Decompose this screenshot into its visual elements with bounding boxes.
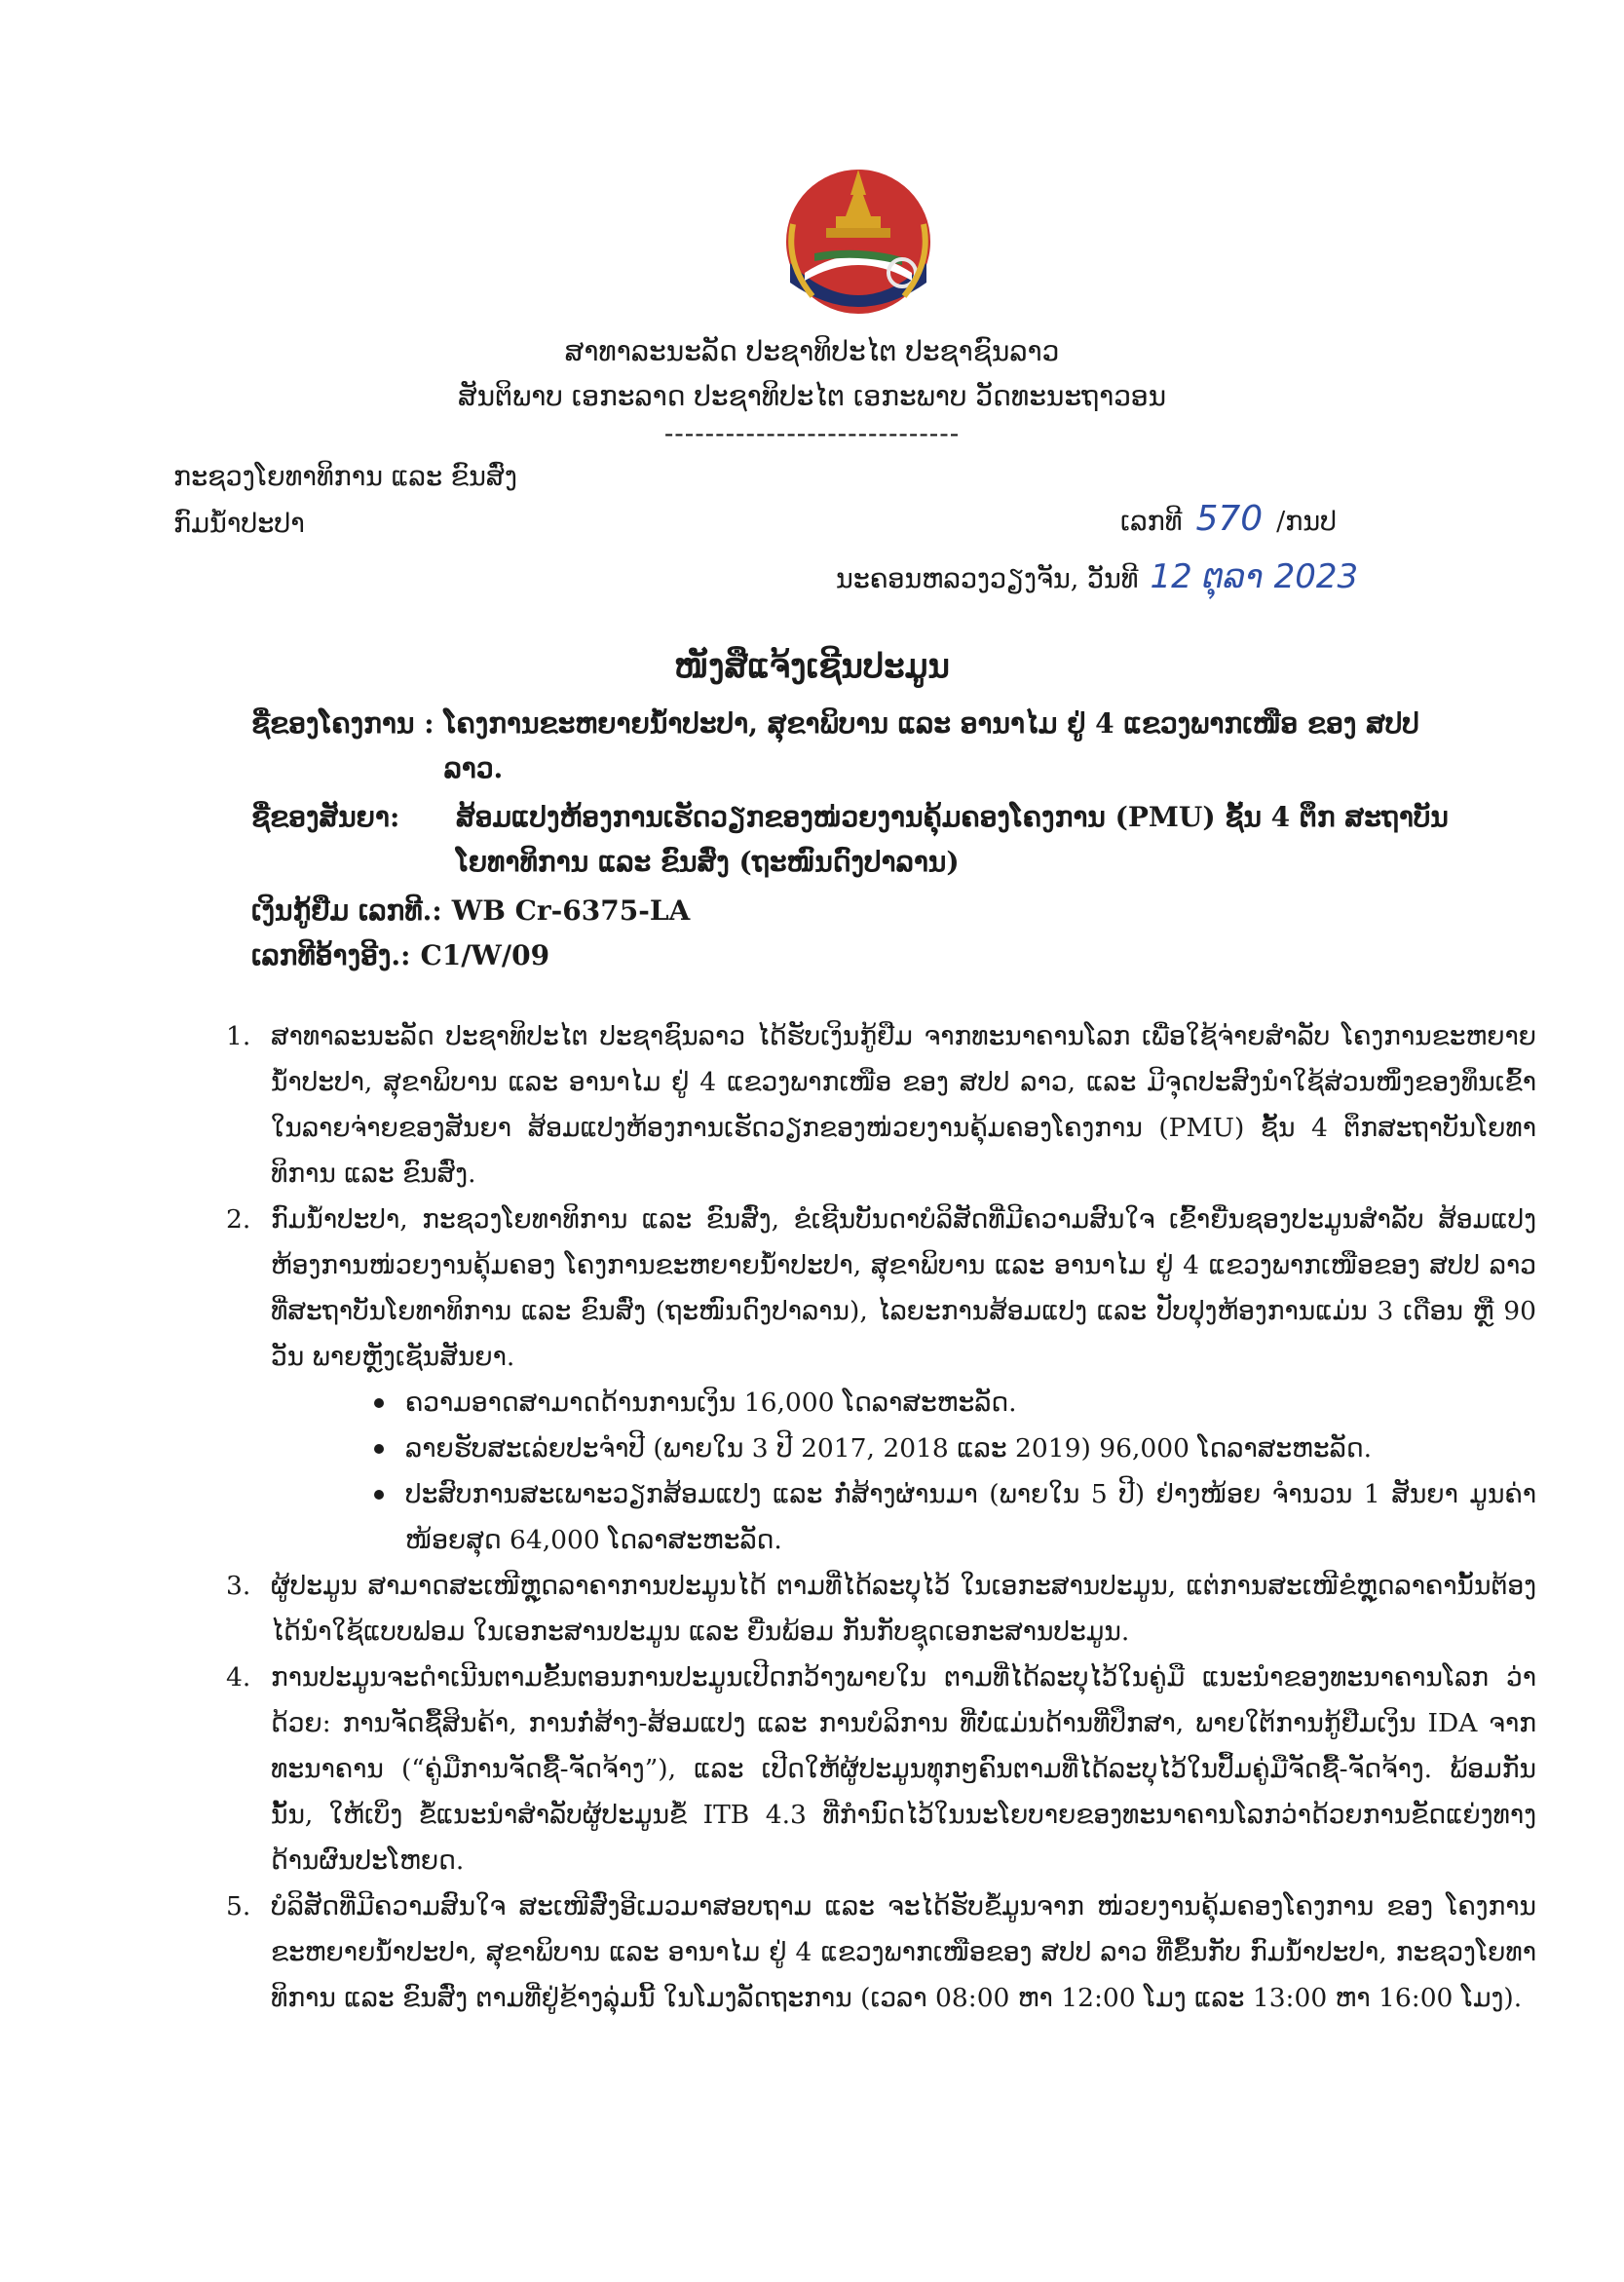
- bullet-icon: [374, 1490, 384, 1500]
- date-value: 12 ຕຸລາ 2023: [1150, 557, 1359, 596]
- list-item: [226, 1563, 1536, 1654]
- item-number: 2.: [226, 1204, 251, 1235]
- project-row: [251, 702, 1479, 791]
- item-text: ກົມນໍ້າປະປາ, ກະຊວງໂຍທາທິການ ແລະ ຂົນສົ່ງ, ຂໍເຊີນບັນດາບໍລິສັດທີ່ມີຄວາມສົນໃຈ ເຂົ້າຍື່ນຊອງປະມູນສໍາລັບ ສ້ອມແປງຫ້ອງການໜ່ວຍງານຄຸ້ມຄອງ ໂຄງການຂະຫຍາຍນໍ້າປະປາ, ສຸຂາພິບານ ແລະ ອານາໄມ ຢູ່ 4 ແຂວງພາກເໜືອຂອງ ສປປ ລາວ ທີ່ສະຖາບັນໂຍທາທິການ ແລະ ຂົນສົ່ງ (ຖະໜົນດົງປາລານ), ໄລຍະການສ້ອມແປງ ແລະ ປັບປຸງຫ້ອງການແມ່ນ 3 ເດືອນ ຫຼື 90 ວັນ ພາຍຫຼັງເຊັນສັນຍາ.: [271, 1204, 1536, 1372]
- bullet-text: ລາຍຮັບສະເລ່ຍປະຈໍາປີ (ພາຍໃນ 3 ປີ 2017, 2018 ແລະ 2019) 96,000 ໂດລາສະຫະລັດ.: [405, 1433, 1373, 1464]
- item-text: ບໍລິສັດທີ່ມີຄວາມສົນໃຈ ສະເໜີສົ່ງອີເມວມາສອບຖາມ ແລະ ຈະໄດ້ຮັບຂໍ້ມູນຈາກ ໜ່ວຍງານຄຸ້ມຄອງໂຄງການ ຂອງ ໂຄງການຂະຫຍາຍນໍ້າປະປາ, ສຸຂາພິບານ ແລະ ອານາໄມ ຢູ່ 4 ແຂວງພາກເໜືອຂອງ ສປປ ລາວ ທີ່ຂຶ້ນກັບ ກົມນໍ້າປະປາ, ກະຊວງໂຍທາທິການ ແລະ ຂົນສົ່ງ ຕາມທີ່ຢູ່ຂ້າງລຸ່ມນີ້ ໃນໂມງລັດຖະການ (ເວລາ 08:00 ຫາ 12:00 ໂມງ ແລະ 13:00 ຫາ 16:00 ໂມງ).: [271, 1891, 1536, 2013]
- project-label: ຊື່ຂອງໂຄງການ :: [251, 707, 434, 740]
- place-and-date: [836, 557, 1358, 596]
- bullet-text: ປະສົບການສະເພາະວຽກສ້ອມແປງ ແລະ ກໍ່ສ້າງຜ່ານມາ (ພາຍໃນ 5 ປີ) ຢ່າງໜ້ອຍ ຈໍານວນ 1 ສັນຍາ ມູນຄ່າໜ້ອຍສຸດ 64,000 ໂດລາສະຫະລັດ.: [405, 1479, 1536, 1555]
- loan-row: [251, 889, 1479, 933]
- item-text: ຜູ້ປະມູນ ສາມາດສະເໜີຫຼຸດລາຄາການປະມູນໄດ້ ຕາມທີ່ໄດ້ລະບຸໄວ້ ໃນເອກະສານປະມູນ, ແຕ່ການສະເໜີຂໍຫຼຸດລາຄານັ້ນຕ້ອງໄດ້ນໍາໃຊ້ແບບຟອມ ໃນເອກະສານປະມູນ ແລະ ຍື່ນພ້ອມ ກັນກັບຊຸດເອກະສານປະມູນ.: [271, 1571, 1536, 1647]
- contract-row: [251, 795, 1479, 885]
- item-number: 3.: [226, 1571, 251, 1601]
- loan-label: ເງິນກູ້ຢືມ ເລກທີ.:: [251, 894, 442, 927]
- item-text: ການປະມູນຈະດໍາເນີນຕາມຂັ້ນຕອນການປະມູນເປີດກວ້າງພາຍໃນ ຕາມທີ່ໄດ້ລະບຸໄວ້ໃນຄູ່ມື ແນະນໍາຂອງທະນາຄານໂລກ ວ່າດ້ວຍ: ການຈັດຊື້ສິນຄ້າ, ການກໍ່ສ້າງ-ສ້ອມແປງ ແລະ ການບໍລິການ ທີ່ບໍ່ແມ່ນດ້ານທີ່ປຶກສາ, ພາຍໃຕ້ການກູ້ຢືມເງິນ IDA ຈາກທະນາຄານ (“ຄູ່ມືການຈັດຊື້-ຈັດຈ້າງ”), ແລະ ເປີດໃຫ້ຜູ້ປະມູນທຸກໆຄົນຕາມທີ່ໄດ້ລະບຸໄວ້ໃນປຶ້ມຄູ່ມືຈັດຊື້-ຈັດຈ້າງ. ພ້ອມກັນນັ້ນ, ໃຫ້ເບິ່ງ ຂໍ້ແນະນໍາສໍາລັບຜູ້ປະມູນຂໍ້ ITB 4.3 ທີ່ກໍານົດໄວ້ໃນນະໂຍບາຍຂອງທະນາຄານໂລກວ່າດ້ວຍການຂັດແຍ່ງທາງດ້ານຜົນປະໂຫຍດ.: [271, 1662, 1536, 1876]
- state-line-1: ສາທາລະນະລັດ ປະຊາທິປະໄຕ ປະຊາຊົນລາວ: [564, 335, 1060, 367]
- lao-national-emblem-icon: [766, 156, 951, 322]
- list-item: [226, 1654, 1536, 1883]
- reference-label: ເລກທີອ້າງອີງ.:: [251, 939, 411, 971]
- qualification-bullets: [271, 1380, 1536, 1563]
- item-number: 1.: [226, 1021, 251, 1051]
- reference-number-label: ເລກທີ: [1120, 507, 1183, 537]
- bullet-item: [374, 1426, 1536, 1471]
- reference-number-suffix: /ກນປ: [1276, 507, 1338, 537]
- contract-value: ສ້ອມແປງຫ້ອງການເຮັດວຽກຂອງໜ່ວຍງານຄຸ້ມຄອງໂຄງການ (PMU) ຊັ້ນ 4 ຕຶກ ສະຖາບັນ ໂຍທາທິການ ແລະ ຂົນສົ່ງ (ຖະໜົນດົງປາລານ): [456, 801, 1449, 878]
- bullet-text: ຄວາມອາດສາມາດດ້ານການເງິນ 16,000 ໂດລາສະຫະລັດ.: [405, 1388, 1017, 1418]
- bullet-icon: [374, 1398, 384, 1408]
- list-item: [226, 1197, 1536, 1563]
- reference-number-value: 570: [1195, 499, 1264, 539]
- loan-value: WB Cr-6375-LA: [451, 894, 691, 927]
- notice-paragraphs: [226, 1013, 1536, 2021]
- state-line-2: ສັນຕິພາບ ເອກະລາດ ປະຊາທິປະໄຕ ເອກະພາບ ວັດທະນະຖາວອນ: [457, 380, 1167, 412]
- bullet-icon: [374, 1444, 384, 1454]
- item-text: ສາທາລະນະລັດ ປະຊາທິປະໄຕ ປະຊາຊົນລາວ ໄດ້ຮັບເງິນກູ້ຢືມ ຈາກທະນາຄານໂລກ ເພື່ອໃຊ້ຈ່າຍສໍາລັບ ໂຄງການຂະຫຍາຍນໍ້າປະປາ, ສຸຂາພິບານ ແລະ ອານາໄມ ຢູ່ 4 ແຂວງພາກເໜືອ ຂອງ ສປປ ລາວ, ແລະ ມີຈຸດປະສົງນໍາໃຊ້ສ່ວນໜຶ່ງຂອງທຶນເຂົ້າໃນລາຍຈ່າຍຂອງສັນຍາ ສ້ອມແປງຫ້ອງການເຮັດວຽກຂອງໜ່ວຍງານຄຸ້ມຄອງໂຄງການ (PMU) ຊັ້ນ 4 ຕຶກສະຖາບັນໂຍທາທິການ ແລະ ຂົນສົ່ງ.: [271, 1021, 1536, 1189]
- reference-number: [1120, 499, 1337, 539]
- tender-metadata: [251, 702, 1479, 978]
- department-name: ກົມນໍ້າປະປາ: [173, 509, 305, 539]
- ministry-name: ກະຊວງໂຍທາທິການ ແລະ ຂົນສົ່ງ: [173, 462, 517, 492]
- heading-divider: -----------------------------: [663, 417, 961, 449]
- list-item: [226, 1883, 1536, 2021]
- item-number: 4.: [226, 1662, 251, 1692]
- place-label: ນະຄອນຫລວງວຽງຈັນ, ວັນທີ: [836, 564, 1139, 594]
- list-item: [226, 1013, 1536, 1197]
- reference-row: [251, 933, 1479, 978]
- bullet-item: [374, 1380, 1536, 1426]
- issuing-authority: [173, 454, 517, 548]
- contract-label: ຊື່ຂອງສັນຍາ:: [251, 801, 400, 833]
- state-heading: [0, 329, 1624, 448]
- reference-value: C1/W/09: [420, 939, 550, 971]
- document-title: ໜັງສືແຈ້ງເຊີນປະມູນ: [674, 647, 950, 686]
- bullet-item: [374, 1471, 1536, 1563]
- item-number: 5.: [226, 1891, 251, 1921]
- project-value: ໂຄງການຂະຫຍາຍນໍ້າປະປາ, ສຸຂາພິບານ ແລະ ອານາໄມ ຢູ່ 4 ແຂວງພາກເໜືອ ຂອງ ສປປ ລາວ.: [443, 707, 1419, 784]
